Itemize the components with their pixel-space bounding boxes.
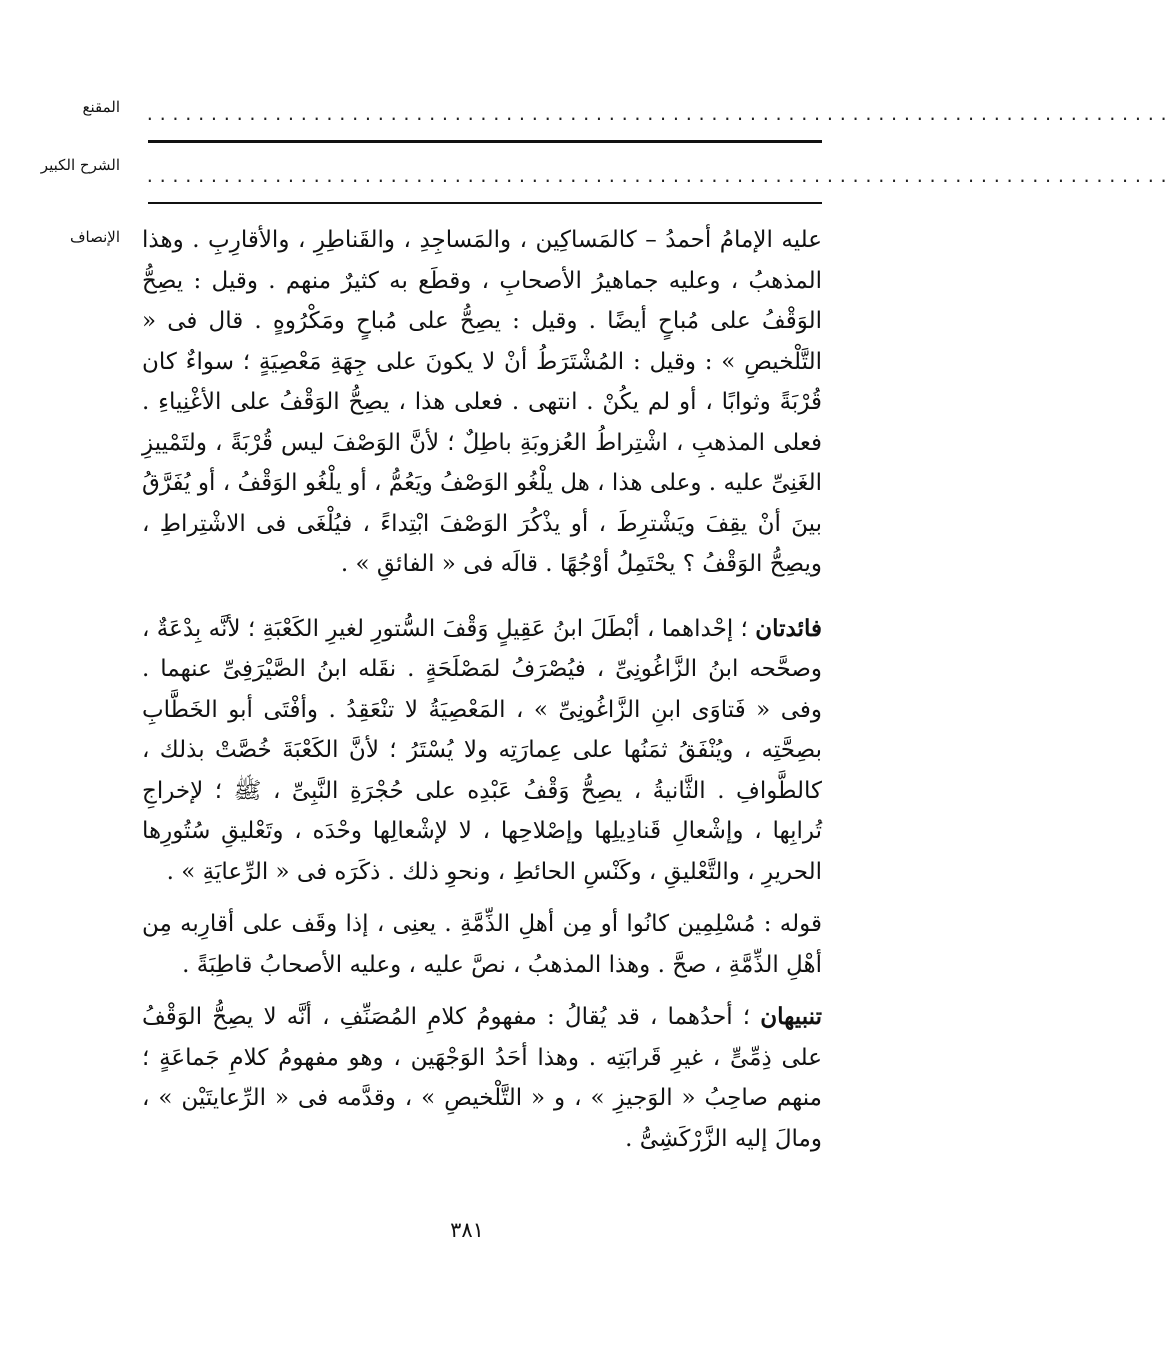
- paragraph-tanbihan: [142, 997, 822, 1159]
- paragraph-text: قوله : مُسْلِمِين كانُوا أو مِن أهلِ الذِّمَّةِ . يعنِى ، إذا وقَف على أقارِبه مِن أهْلِ الذِّمَّةِ ، صحَّ . وهذا المذهبُ ، نصَّ عليه ، وعليه الأصحابُ قاطِبَةً .: [142, 911, 822, 978]
- muqni-dotted-line: ................................................................................: [145, 105, 1172, 124]
- heading-faidatan: فائدتان: [755, 614, 822, 642]
- insaf-body: [142, 220, 822, 1159]
- sharh-dotted-line: ................................................................................: [145, 167, 1172, 186]
- paragraph-main: [142, 220, 822, 585]
- paragraph-faidatan: [142, 609, 822, 893]
- paragraph-text: ؛ أحدُهما ، قد يُقالُ : مفهومُ كلامِ المُصَنِّفِ ، أنَّه لا يصِحُّ الوَقْفُ على ذِمِّىٍّ ، غيرِ قَرابَتِه . وهذا أحَدُ الوَجْهَين ، وهو مفهومُ كلامِ جَماعَةٍ ؛ منهم صاحِبُ « الوَجيزِ » ، و « التَّلْخيصِ » ، وقدَّمه فى « الرِّعايتَيْن » ، ومالَ إليه الزَّرْكَشِىُّ .: [142, 1004, 822, 1152]
- paragraph-qawluh: [142, 904, 822, 985]
- label-muqni: المقنع: [82, 98, 120, 116]
- section-divider-thin: [148, 202, 822, 204]
- page-number: ٣٨١: [450, 1218, 484, 1242]
- heading-tanbihan: تنبيهان: [760, 1003, 822, 1030]
- label-insaf: الإنصاف: [69, 228, 120, 246]
- section-divider-thick: [148, 140, 822, 143]
- paragraph-text: عليه الإمامُ أحمدُ – كالمَساكِين ، والمَساجِدِ ، والقَناطِرِ ، والأقارِبِ . وهذا المذهبُ ، وعليه جماهيرُ الأصحابِ ، وقطَع به كثيرٌ منهم . وقيل : يصِحُّ الوَقْفُ على مُباحٍ أيضًا . وقيل : يصِحُّ على مُباحٍ ومَكْرُوهٍ . قال فى « التَّلْخيصِ » : وقيل : المُشْتَرَطُ أنْ لا يكونَ على جِهَةِ مَعْصِيَةٍ ؛ سواءٌ كان قُرْبَةً وثوابًا ، أو لم يكُنْ . انتهى . فعلى هذا ، يصِحُّ الوَقْفُ على الأغْنِياءِ . فعلى المذهبِ ، اشْتِراطُ العُزوبَةِ باطِلٌ ؛ لأنَّ الوَصْفَ ليس قُرْبَةً ، ولتَمْييزِ الغَنِىِّ عليه . وعلى هذا ، هل يلْغُو الوَصْفُ ويَعُمُّ ، أو يلْغُو الوَقْفُ ، أو يُفَرَّقُ بينَ أنْ يقِفَ ويَشْترِطَ ، أو يذْكُرَ الوَصْفَ ابْتِداءً ، فيُلْغَى فى الاشْتِراطِ ، ويصِحُّ الوَقْفُ ؟ يحْتَمِلُ أوْجُهًا . قالَه فى « الفائقِ » .: [142, 227, 822, 577]
- paragraph-text: ؛ إحْداهما ، أبْطَلَ ابنُ عَقِيلٍ وَقْفَ السُّتورِ لغيرِ الكَعْبَةِ ؛ لأنَّه بِدْعَةٌ ، وصحَّحه ابنُ الزَّاغُونِىِّ ، فيُصْرَفُ لمَصْلَحَةٍ . نقَله ابنُ الصَّيْرَفِىِّ عنهما . وفى « فَتاوَى ابنِ الزَّاغُونِىِّ » ، المَعْصِيَةُ لا تنْعَقِدُ . وأفْتَى أبو الخَطَّابِ بصِحَّتِه ، ويُنْفَقُ ثمَنُها على عِمارَتِه ولا يُسْتَرُ ؛ لأنَّ الكَعْبَةَ خُصَّتْ بذلك ، كالطَّوافِ . الثَّانيةُ ، يصِحُّ وَقْفُ عَبْدِه على حُجْرَةِ النَّبِىِّ ، ﷺ ؛ لإخراجِ تُرابِها ، وإشْعالِ قَنادِيلِها وإصْلاحِها ، لا لإشْعالِها وحْدَه ، وتَعْليقِ سُتُورِها الحريرِ ، والتَّعْليقِ ، وكَنْسِ الحائطِ ، ونحوِ ذلك . ذكَرَه فى « الرِّعايَةِ » .: [142, 615, 822, 885]
- label-sharh-kabir: الشرح الكبير: [40, 156, 120, 174]
